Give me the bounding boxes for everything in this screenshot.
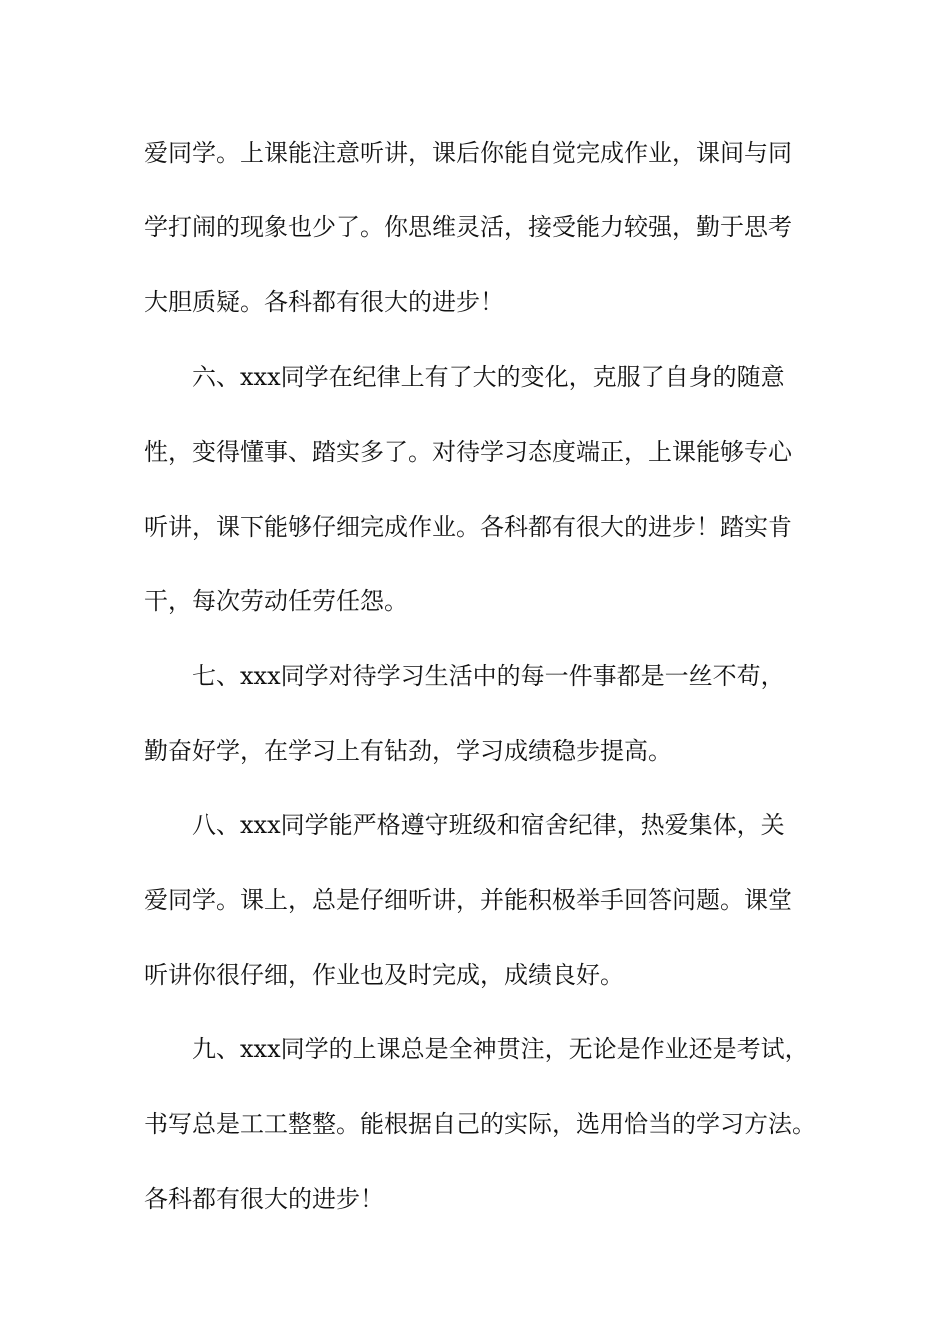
text-line: 大胆质疑。各科都有很大的进步！ xyxy=(144,288,504,316)
paragraph-eight-first-line: 八、xxx同学能严格遵守班级和宿舍纪律，热爱集体，关 xyxy=(192,811,785,839)
paragraph-seven-first-line: 七、xxx同学对待学习生活中的每一件事都是一丝不苟， xyxy=(192,662,785,690)
text-line: 听讲，课下能够仔细完成作业。各科都有很大的进步！踏实肯 xyxy=(144,513,792,541)
text-line: 爱同学。课上，总是仔细听讲，并能积极举手回答问题。课堂 xyxy=(144,886,792,914)
text-line: 爱同学。上课能注意听讲，课后你能自觉完成作业，课间与同 xyxy=(144,139,792,167)
paragraph-nine-first-line: 九、xxx同学的上课总是全神贯注，无论是作业还是考试， xyxy=(192,1035,809,1063)
text-line: 性，变得懂事、踏实多了。对待学习态度端正，上课能够专心 xyxy=(144,438,792,466)
text-line: 书写总是工工整整。能根据自己的实际，选用恰当的学习方法。 xyxy=(144,1110,816,1138)
text-line: 勤奋好学，在学习上有钻劲，学习成绩稳步提高。 xyxy=(144,737,672,765)
paragraph-six-first-line: 六、xxx同学在纪律上有了大的变化，克服了自身的随意 xyxy=(192,363,785,391)
text-line: 听讲你很仔细，作业也及时完成，成绩良好。 xyxy=(144,961,624,989)
text-line: 学打闹的现象也少了。你思维灵活，接受能力较强，勤于思考 xyxy=(144,213,792,241)
text-line: 干，每次劳动任劳任怨。 xyxy=(144,587,408,615)
text-line: 各科都有很大的进步！ xyxy=(144,1185,384,1213)
